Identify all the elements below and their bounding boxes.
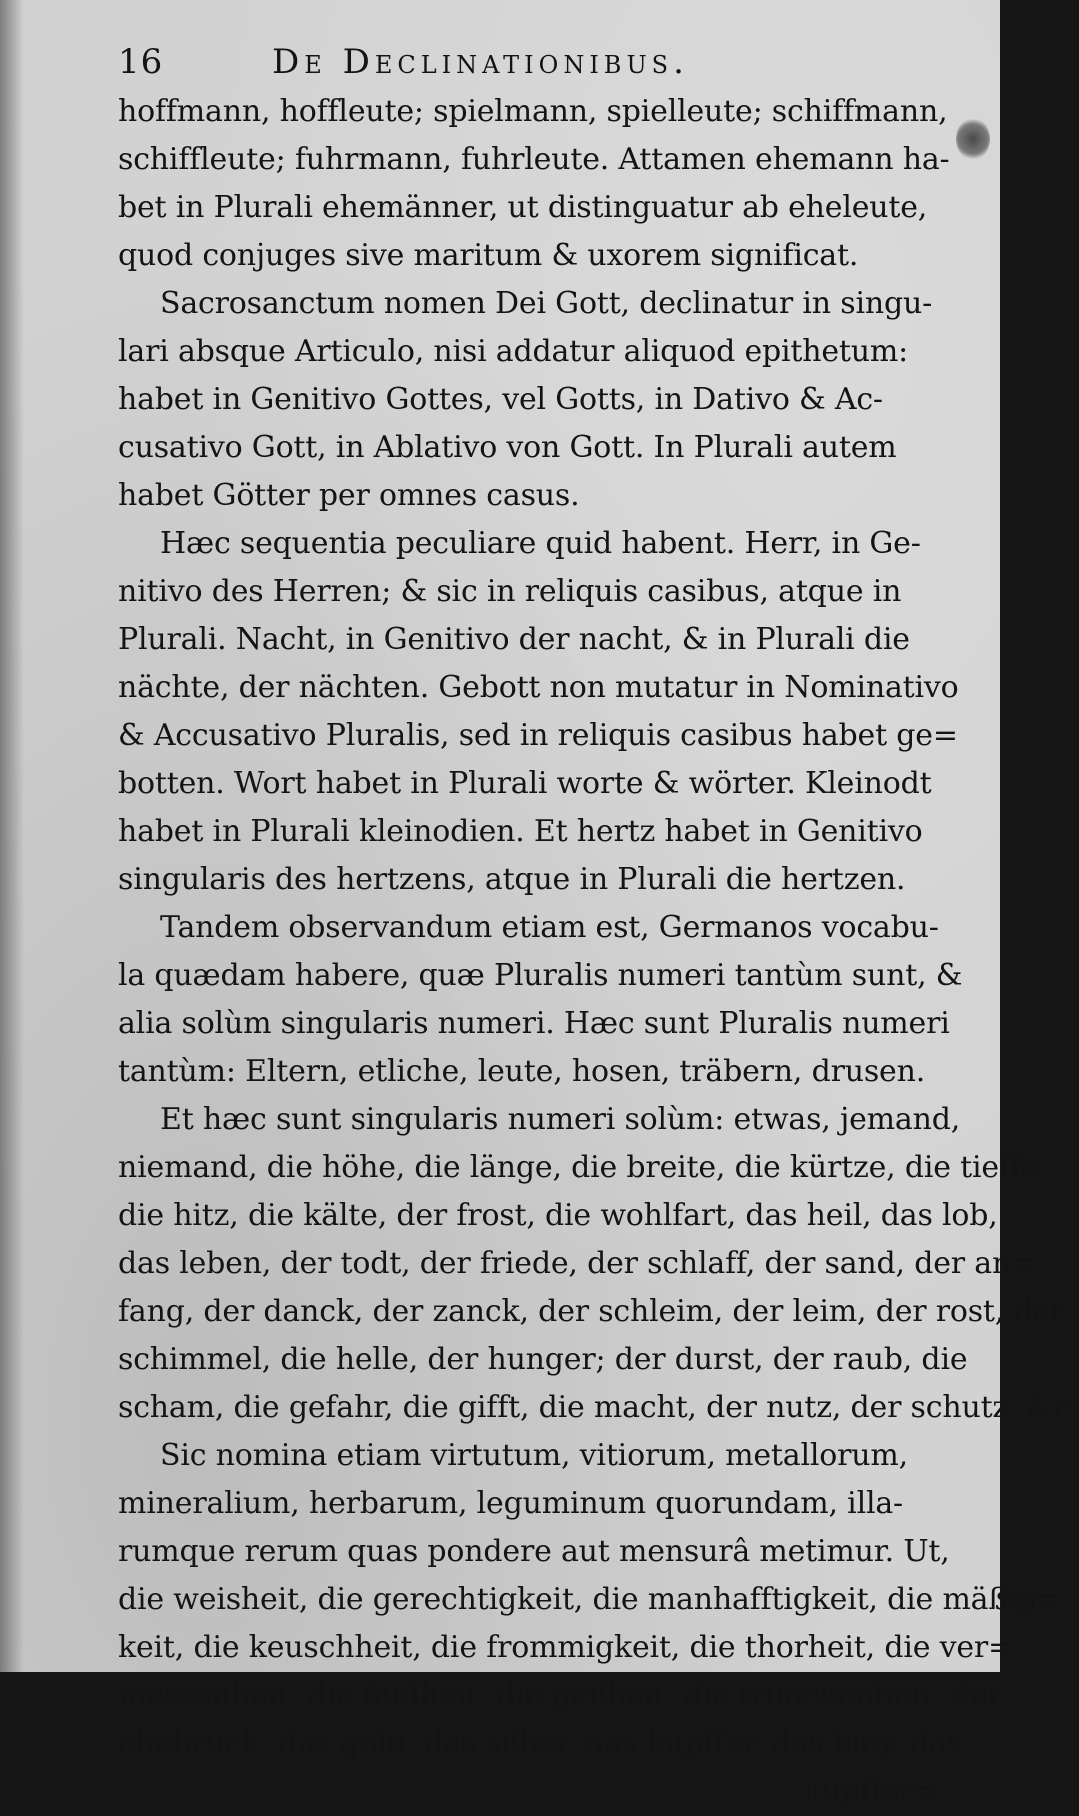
- text-line: schimmel, die helle, der hunger; der durst, der raub, die: [118, 1342, 968, 1377]
- running-head: [118, 36, 878, 88]
- paragraph-start-line: Hæc sequentia peculiare quid habent. Herr, in Ge-: [160, 526, 921, 561]
- text-line: Plurali. Nacht, in Genitivo der nacht, & in Plurali die: [118, 622, 910, 657]
- paragraph-start-line: Sic nomina etiam virtutum, vitiorum, metallorum,: [160, 1438, 908, 1473]
- text-line: botten. Wort habet in Plurali worte & wörter. Kleinodt: [118, 766, 932, 801]
- catchword: kupffer=: [803, 1774, 938, 1809]
- text-line: ehebruch, das gold, das silber, das kupffer, das bley, das: [118, 1726, 963, 1761]
- text-line: tantùm: Eltern, etliche, leute, hosen, träbern, drusen.: [118, 1054, 926, 1089]
- text-line: hoffmann, hoffleute; spielmann, spielleute; schiffmann,: [118, 94, 948, 129]
- text-line: nitivo des Herren; & sic in reliquis casibus, atque in: [118, 574, 902, 609]
- text-line: messenheit, die faulheit, die geilheit, die trunckenheit, der: [118, 1678, 1002, 1713]
- text-line: keit, die keuschheit, die frommigkeit, die thorheit, die ver=: [118, 1630, 1013, 1665]
- text-line: niemand, die höhe, die länge, die breite, die kürtze, die tieffe,: [118, 1150, 1048, 1185]
- text-line: alia solùm singularis numeri. Hæc sunt Pluralis numeri: [118, 1006, 950, 1041]
- text-line: fang, der danck, der zanck, der schleim, der leim, der rost, der: [118, 1294, 1065, 1329]
- paragraph-start-line: Tandem observandum etiam est, Germanos vocabu-: [160, 910, 939, 945]
- text-line: scham, die gefahr, die gifft, die macht, der nutz, der schutz, &c.: [118, 1390, 1079, 1425]
- text-line: mineralium, herbarum, leguminum quorundam, illa-: [118, 1486, 903, 1521]
- text-line: singularis des hertzens, atque in Plurali die hertzen.: [118, 862, 906, 897]
- text-line: habet in Plurali kleinodien. Et hertz habet in Genitivo: [118, 814, 923, 849]
- page-edge-shadow: [0, 0, 24, 1672]
- text-line: rumque rerum quas pondere aut mensurâ metimur. Ut,: [118, 1534, 950, 1569]
- text-line: nächte, der nächten. Gebott non mutatur in Nominativo: [118, 670, 959, 705]
- text-line: cusativo Gott, in Ablativo von Gott. In Plurali autem: [118, 430, 897, 465]
- text-block: [118, 88, 1079, 1816]
- text-line: schiffleute; fuhrmann, fuhrleute. Attamen ehemann ha-: [118, 142, 950, 177]
- text-line: die weisheit, die gerechtigkeit, die manhafftigkeit, die mäßig=: [118, 1582, 1062, 1617]
- page-number: 16: [118, 42, 164, 82]
- text-line: & Accusativo Pluralis, sed in reliquis casibus habet ge=: [118, 718, 958, 753]
- paragraph-start-line: Sacrosanctum nomen Dei Gott, declinatur in singu-: [160, 286, 933, 321]
- text-line: habet in Genitivo Gottes, vel Gotts, in Dativo & Ac-: [118, 382, 883, 417]
- text-line: bet in Plurali ehemänner, ut distinguatur ab eheleute,: [118, 190, 928, 225]
- text-line: lari absque Articulo, nisi addatur aliquod epithetum:: [118, 334, 909, 369]
- text-line: quod conjuges sive maritum & uxorem significat.: [118, 238, 859, 273]
- running-title: De Declinationibus.: [272, 42, 689, 82]
- text-line: habet Götter per omnes casus.: [118, 478, 580, 513]
- ink-blot: [956, 118, 990, 160]
- text-line: das leben, der todt, der friede, der schlaff, der sand, der an=: [118, 1246, 1037, 1281]
- text-line: la quædam habere, quæ Pluralis numeri tantùm sunt, &: [118, 958, 963, 993]
- paragraph-start-line: Et hæc sunt singularis numeri solùm: etwas, jemand,: [160, 1102, 961, 1137]
- text-line: die hitz, die kälte, der frost, die wohlfart, das heil, das lob,: [118, 1198, 998, 1233]
